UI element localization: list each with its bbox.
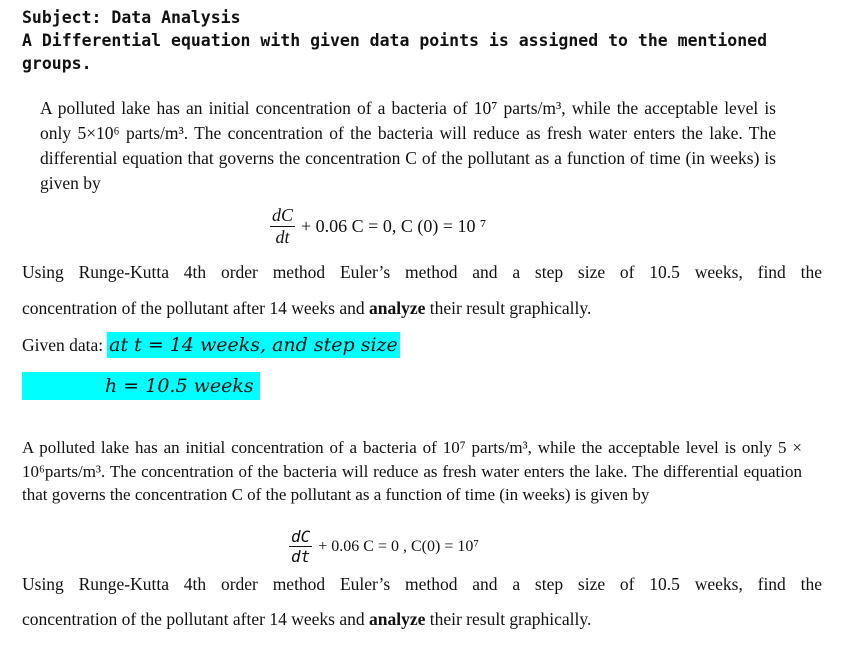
differential-equation-image bbox=[270, 205, 486, 248]
derivative-fraction bbox=[270, 205, 295, 248]
method-line-2 bbox=[22, 298, 822, 319]
fraction-denominator: dt bbox=[291, 547, 311, 566]
method-line-2-start: concentration of the pollutant after 14 weeks and bbox=[22, 298, 369, 318]
method-repeat-line-1: Using Runge-Kutta 4th order method Euler’s method and a step size of 10.5 weeks, find the bbox=[22, 574, 822, 594]
differential-equation-text bbox=[289, 527, 479, 566]
method-line-2-end: their result graphically. bbox=[425, 298, 592, 318]
equation-remainder: + 0.06 C = 0, C (0) = 10 ⁷ bbox=[301, 216, 487, 236]
fraction-numerator: dC bbox=[272, 205, 294, 225]
analyze-emphasis: analyze bbox=[368, 609, 426, 629]
method-repeat-line-2-end: their result graphically. bbox=[425, 609, 592, 629]
fraction-denominator: dt bbox=[275, 227, 290, 247]
assignment-header bbox=[22, 6, 842, 75]
problem-statement-image: A polluted lake has an initial concentration of a bacteria of 10⁷ parts/m³, while the acceptable level is only 5×10⁶ parts/m³. The concentration of the bacteria will reduce as fresh water enters the lake. The differential equation that governs the concentration C of the pollutant as a function of time (in weeks) is given by bbox=[40, 98, 776, 193]
step-size-value: h = 10.5 weeks bbox=[105, 375, 254, 397]
derivative-fraction bbox=[289, 527, 312, 566]
step-size-highlight bbox=[22, 372, 260, 400]
method-repeat-line-2 bbox=[22, 609, 822, 630]
method-line-1: Using Runge-Kutta 4th order method Euler’s method and a step size of 10.5 weeks, find the bbox=[22, 262, 822, 282]
problem-statement-text: A polluted lake has an initial concentration of a bacteria of 10⁷ parts/m³, while the acceptable level is only 5 × 10⁶parts/m³. The concentration of the bacteria will reduce as fresh water enters the lake. The differential equation that governs the concentration C of the pollutant as a function of time (in weeks) is given by bbox=[22, 438, 802, 504]
fraction-numerator: dC bbox=[291, 527, 311, 546]
given-data-highlight: at t = 14 weeks, and step size bbox=[109, 334, 398, 356]
subject-title: Subject: Data Analysis bbox=[22, 8, 241, 27]
method-repeat-line-2-start: concentration of the pollutant after 14 weeks and bbox=[22, 609, 369, 629]
assignment-description: A Differential equation with given data points is assigned to the mentioned groups. bbox=[22, 31, 768, 73]
analyze-emphasis: analyze bbox=[368, 298, 426, 318]
given-data bbox=[22, 332, 400, 358]
given-data-label: Given data: bbox=[22, 334, 104, 355]
equation-remainder: + 0.06 C = 0 , C(0) = 10⁷ bbox=[318, 537, 479, 555]
